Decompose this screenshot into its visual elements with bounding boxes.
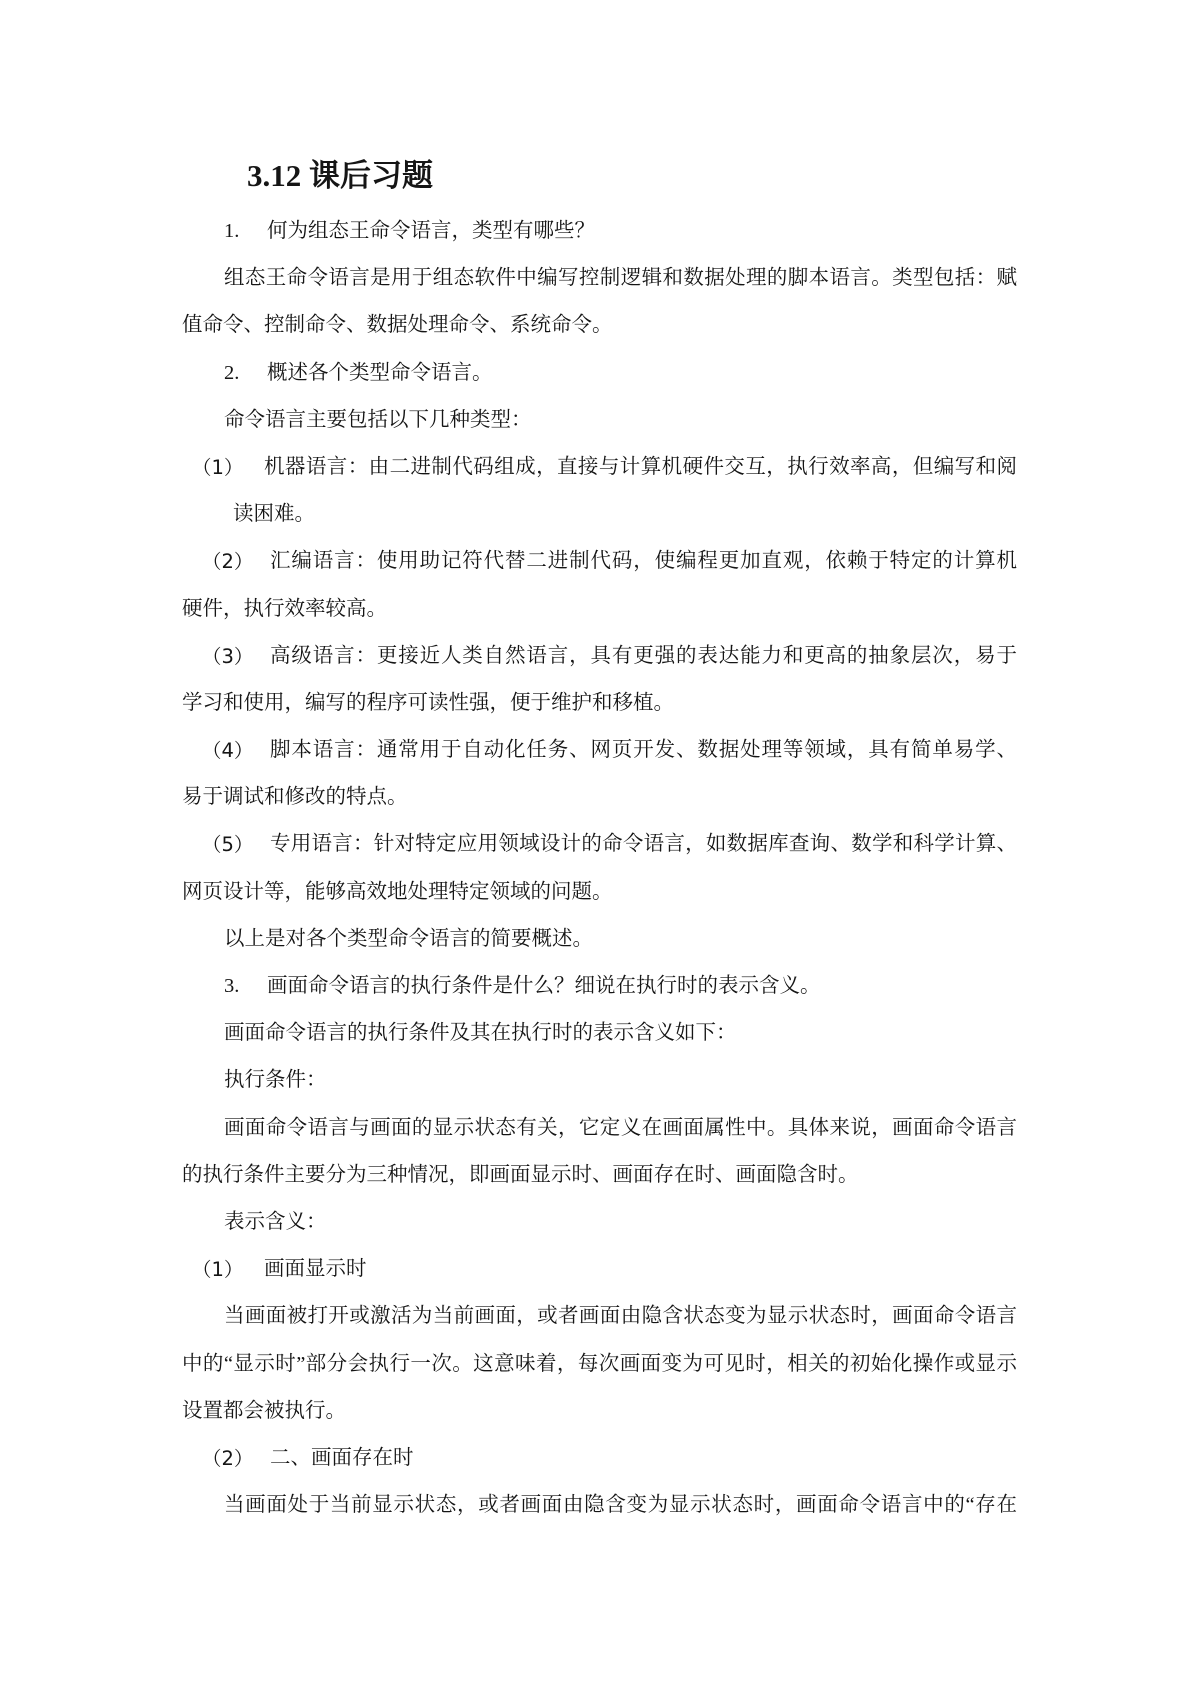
meaning-1-marker: （1） bbox=[192, 1258, 244, 1282]
type-item-1 bbox=[182, 444, 1017, 491]
conditions-line: 画面命令语言与画面的显示状态有关，它定义在画面属性中。具体来说，画面命令语言 bbox=[224, 1116, 1017, 1139]
type-3-marker: （3） bbox=[202, 644, 254, 668]
question-1-number: 1. bbox=[224, 220, 240, 242]
question-3 bbox=[182, 963, 1017, 1010]
answer-3-intro: 画面命令语言的执行条件及其在执行时的表示含义如下： bbox=[224, 1022, 737, 1045]
meaning-1-title: 画面显示时 bbox=[264, 1258, 367, 1281]
meaning-item-1 bbox=[182, 1246, 1017, 1293]
question-1-text: 何为组态王命令语言，类型有哪些？ bbox=[267, 220, 595, 242]
meaning-2-title: 二、画面存在时 bbox=[270, 1446, 414, 1469]
type-item-5 bbox=[182, 821, 1017, 868]
type-1-text: 机器语言：由二进制代码组成，直接与计算机硬件交互，执行效率高，但编写和阅 bbox=[264, 455, 1017, 478]
conditions-heading: 执行条件： bbox=[224, 1069, 327, 1092]
meaning-heading: 表示含义： bbox=[224, 1210, 327, 1233]
type-item-2 bbox=[182, 538, 1017, 585]
meaning-1-line: 中的“显示时”部分会执行一次。这意味着，每次画面变为可见时，相关的初始化操作或显示 bbox=[182, 1352, 1017, 1375]
type-4-continuation: 易于调试和修改的特点。 bbox=[182, 786, 408, 809]
question-2-text: 概述各个类型命令语言。 bbox=[267, 361, 493, 384]
type-3-text: 高级语言：更接近人类自然语言，具有更强的表达能力和更高的抽象层次，易于 bbox=[270, 644, 1017, 667]
page-title: 3.12 课后习题 bbox=[247, 158, 433, 193]
type-item-4 bbox=[182, 727, 1017, 774]
type-1-continuation: 读困难。 bbox=[233, 503, 315, 526]
question-2 bbox=[182, 350, 1017, 397]
meaning-2-marker: （2） bbox=[202, 1446, 254, 1470]
type-3-continuation: 学习和使用，编写的程序可读性强，便于维护和移植。 bbox=[182, 691, 674, 714]
meaning-item-2 bbox=[182, 1435, 1017, 1482]
type-2-text: 汇编语言：使用助记符代替二进制代码，使编程更加直观，依赖于特定的计算机 bbox=[270, 550, 1017, 573]
type-5-continuation: 网页设计等，能够高效地处理特定领域的问题。 bbox=[182, 880, 613, 903]
type-1-marker: （1） bbox=[192, 455, 244, 479]
type-5-marker: （5） bbox=[202, 833, 254, 857]
answer-1-line: 值命令、控制命令、数据处理命令、系统命令。 bbox=[182, 314, 613, 337]
meaning-1-line: 当画面被打开或激活为当前画面，或者画面由隐含状态变为显示状态时，画面命令语言 bbox=[224, 1305, 1017, 1328]
type-4-text: 脚本语言：通常用于自动化任务、网页开发、数据处理等领域，具有简单易学、 bbox=[270, 739, 1017, 762]
type-2-continuation: 硬件，执行效率较高。 bbox=[182, 597, 387, 620]
question-1 bbox=[182, 208, 1017, 255]
answer-2-intro: 命令语言主要包括以下几种类型： bbox=[224, 408, 532, 431]
question-3-number: 3. bbox=[224, 975, 240, 997]
answer-2-summary: 以上是对各个类型命令语言的简要概述。 bbox=[224, 927, 593, 950]
question-2-number: 2. bbox=[224, 361, 240, 384]
type-4-marker: （4） bbox=[202, 739, 254, 763]
type-5-text: 专用语言：针对特定应用领域设计的命令语言，如数据库查询、数学和科学计算、 bbox=[270, 833, 1017, 856]
type-2-marker: （2） bbox=[202, 550, 254, 574]
conditions-line: 的执行条件主要分为三种情况，即画面显示时、画面存在时、画面隐含时。 bbox=[182, 1163, 859, 1186]
question-3-text: 画面命令语言的执行条件是什么？细说在执行时的表示含义。 bbox=[267, 975, 821, 997]
meaning-1-line: 设置都会被执行。 bbox=[182, 1399, 346, 1422]
type-item-3 bbox=[182, 633, 1017, 680]
meaning-2-line: 当画面处于当前显示状态，或者画面由隐含变为显示状态时，画面命令语言中的“存在 bbox=[224, 1494, 1017, 1517]
document-body bbox=[182, 208, 1017, 1529]
answer-1-line: 组态王命令语言是用于组态软件中编写控制逻辑和数据处理的脚本语言。类型包括：赋 bbox=[224, 267, 1017, 290]
